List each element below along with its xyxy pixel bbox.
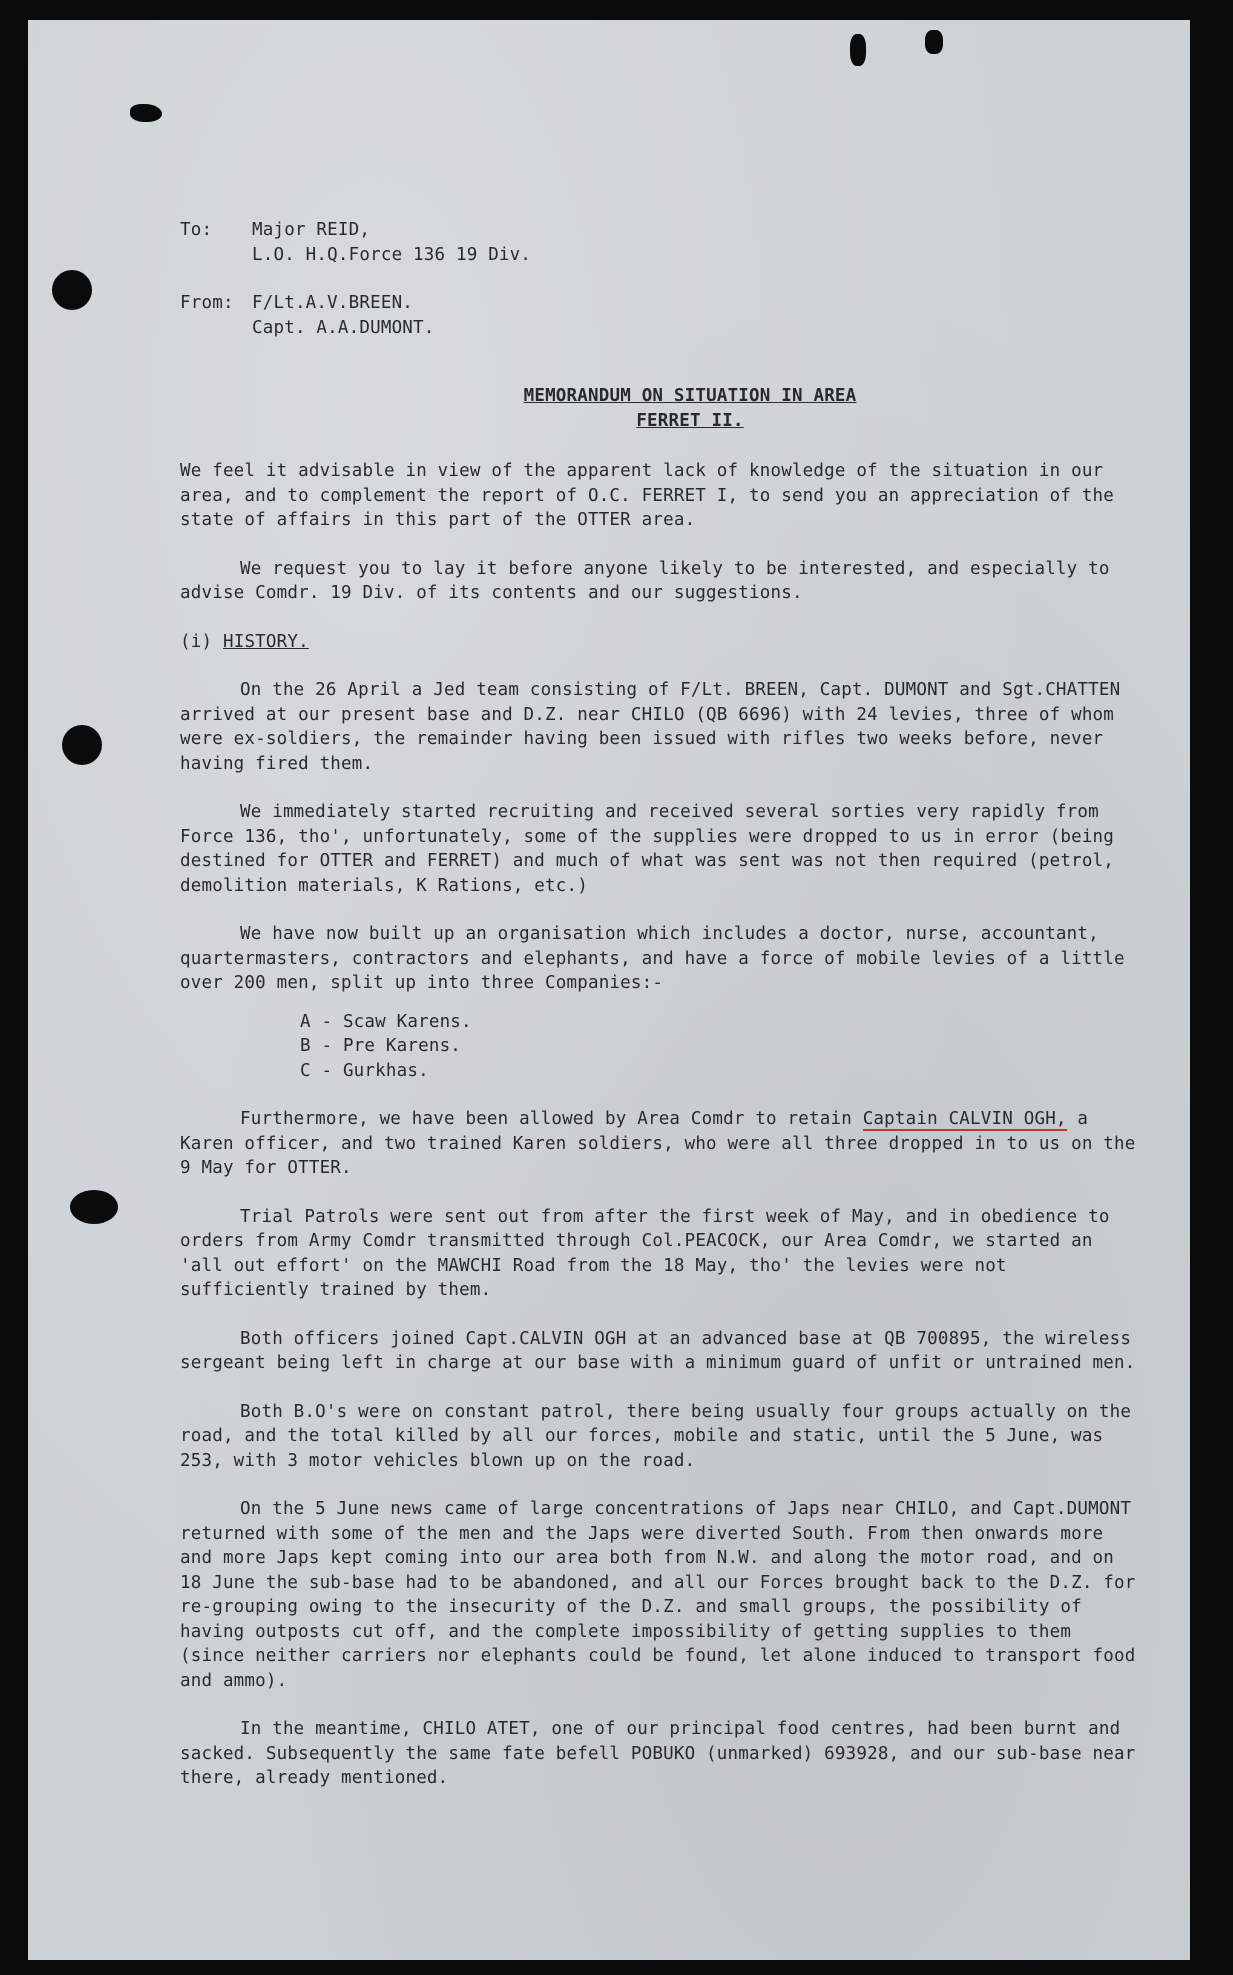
p4-text-after: a Karen officer, and two trained Karen soldiers, who were all three dropped in to us on the 9 May for OTTER.: [180, 1109, 1136, 1178]
section-title: HISTORY.: [222, 631, 309, 652]
company-b: B - Pre Karens.: [300, 1036, 462, 1056]
section-heading-history: [180, 630, 1140, 655]
tear-mark-top-right: [850, 34, 866, 66]
underlined-name: Captain CALVIN OGH,: [862, 1109, 1067, 1129]
to-line-1: Major REID,: [252, 220, 371, 240]
section-number: (i): [180, 631, 213, 652]
history-paragraph-7: Both B.O's were on constant patrol, there being usually four groups actually on the road, and the total killed by all our forces, mobile and static, until the 5 June, was 253, with 3 motor vehicles blown up on the road.: [180, 1401, 1132, 1471]
from-label: From:: [180, 293, 234, 313]
history-paragraph-1: On the 26 April a Jed team consisting of F/Lt. BREEN, Capt. DUMONT and Sgt.CHATTEN arrived at our present base and D.Z. near CHILO (QB 6696) with 24 levies, three of whom were ex-soldiers, the remainder having been issued with rifles two weeks before, never having fired them.: [180, 680, 1121, 774]
punch-hole-bottom: [70, 1190, 118, 1224]
to-line-2: L.O. H.Q.Force 136 19 Div.: [252, 244, 532, 265]
punch-hole-top: [52, 270, 92, 310]
to-block: [180, 218, 1140, 267]
to-label: To:: [180, 220, 213, 240]
memorandum-text: [180, 218, 1140, 1815]
history-paragraph-4: [180, 1107, 1140, 1181]
tear-mark-top-left: [130, 104, 162, 122]
companies-list: [180, 1010, 1140, 1084]
history-paragraph-2: We immediately started recruiting and received several sorties very rapidly from Force 136, tho', unfortunately, some of the supplies were dropped to us in error (being destined for OTTER and FERRET) and much of what was sent was not then required (petrol, demolition materials, K Rations, etc.): [180, 802, 1115, 896]
p4-text-before: Furthermore, we have been allowed by Area Comdr to retain: [240, 1109, 863, 1129]
from-line-2: Capt. A.A.DUMONT.: [252, 317, 435, 338]
company-c: C - Gurkhas.: [300, 1060, 429, 1081]
history-paragraph-5: Trial Patrols were sent out from after the first week of May, and in obedience to orders from Army Comdr transmitted through Col.PEACOCK, our Area Comdr, we started an 'all out effort' on the MAWCHI Road from the 18 May, tho' the levies were not sufficiently trained by them.: [180, 1206, 1110, 1300]
intro-paragraph: We feel it advisable in view of the apparent lack of knowledge of the situation in our area, and to complement the report of O.C. FERRET I, to send you an appreciation of the state of affairs in this part of the OTTER area.: [180, 461, 1115, 530]
history-paragraph-8: On the 5 June news came of large concentrations of Japs near CHILO, and Capt.DUMONT returned with some of the men and the Japs were diverted South. From then onwards more and more Japs kept coming into our area both from N.W. and along the motor road, and on 18 June the sub-base had to be abandoned, and all our Forces brought back to the D.Z. for re-grouping owing to the insecurity of the D.Z. and small groups, the possibility of having outposts cut off, and the complete impossibility of getting supplies to them (since neither carriers nor elephants could be found, let alone induced to transport food and ammo).: [180, 1499, 1136, 1691]
punch-hole-middle: [62, 725, 102, 765]
history-paragraph-6: Both officers joined Capt.CALVIN OGH at an advanced base at QB 700895, the wireless sergeant being left in charge at our base with a minimum guard of unfit or untrained men.: [180, 1328, 1136, 1373]
company-a: A - Scaw Karens.: [300, 1011, 472, 1032]
tear-mark-top-right-2: [925, 30, 943, 54]
memo-title-line-1: MEMORANDUM ON SITUATION IN AREA: [523, 386, 857, 406]
from-block: [180, 291, 1140, 340]
request-paragraph: We request you to lay it before anyone likely to be interested, and especially to advise Comdr. 19 Div. of its contents and our suggestions.: [180, 558, 1110, 603]
history-paragraph-9: In the meantime, CHILO ATET, one of our principal food centres, had been burnt and sacked. Subsequently the same fate befell POBUKO (unmarked) 693928, and our sub-base near there, already mentioned.: [180, 1719, 1136, 1788]
from-line-1: F/Lt.A.V.BREEN.: [252, 293, 414, 313]
history-paragraph-3: We have now built up an organisation which includes a doctor, nurse, accountant, quartermasters, contractors and elephants, and have a force of mobile levies of a little over 200 men, split up into three Companies:-: [180, 924, 1125, 993]
memo-title-line-2: FERRET II.: [636, 410, 744, 431]
